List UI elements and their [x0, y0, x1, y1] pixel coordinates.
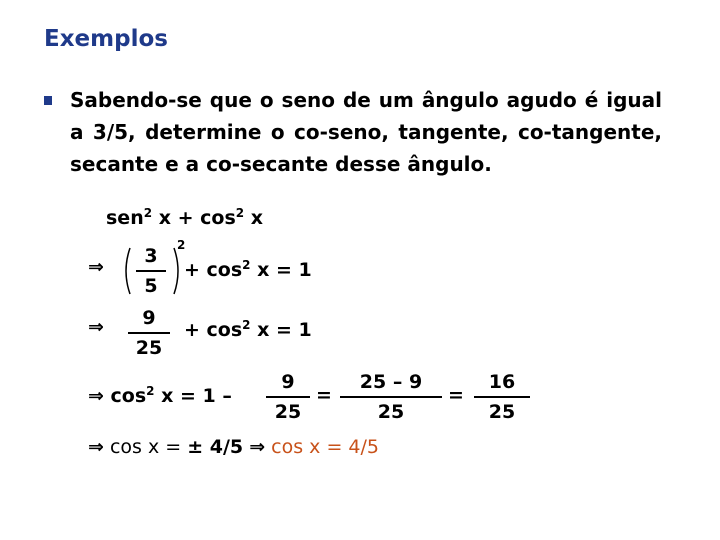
step1-paren-fraction — [120, 242, 184, 300]
fraction-25-minus-9: 25 – 9 25 — [340, 370, 442, 424]
result-highlight: cos x = 4/5 — [271, 436, 380, 458]
implies-arrow-2: ⇒ — [88, 316, 104, 338]
fraction-9-25: 9 25 — [128, 306, 170, 360]
final-line: ⇒ cos x = ± 4/5 ⇒ cos x = 4/5 — [88, 436, 380, 458]
problem-statement: Sabendo-se que o seno de um ângulo agudo é igual a 3/5, determine o co-seno, tangente, co-tangente, secante e a co-secante desse ângulo. — [70, 88, 662, 176]
step1-rest: + $\cos^2 x = 1$ — [184, 258, 312, 281]
bullet-square-icon — [44, 96, 52, 105]
fraction-3-5: 3 5 — [136, 244, 166, 298]
step2-rest: + $\cos^2 x = 1$ — [184, 318, 312, 341]
fraction-16-25: 16 25 — [474, 370, 530, 424]
slide-title: Exemplos — [44, 26, 168, 52]
implies-arrow-1: ⇒ — [88, 256, 104, 278]
implies-arrow-3: ⇒ $\cos^2 x = 1$ – — [88, 384, 232, 407]
equals-sign-2: = — [448, 384, 464, 406]
outer-exponent: 2 — [177, 238, 186, 252]
equals-sign-1: = — [316, 384, 332, 406]
identity-line: sen$^2$ $x + \cos^2 x$ — [106, 206, 264, 229]
fraction-9-25-b: 9 25 — [266, 370, 310, 424]
